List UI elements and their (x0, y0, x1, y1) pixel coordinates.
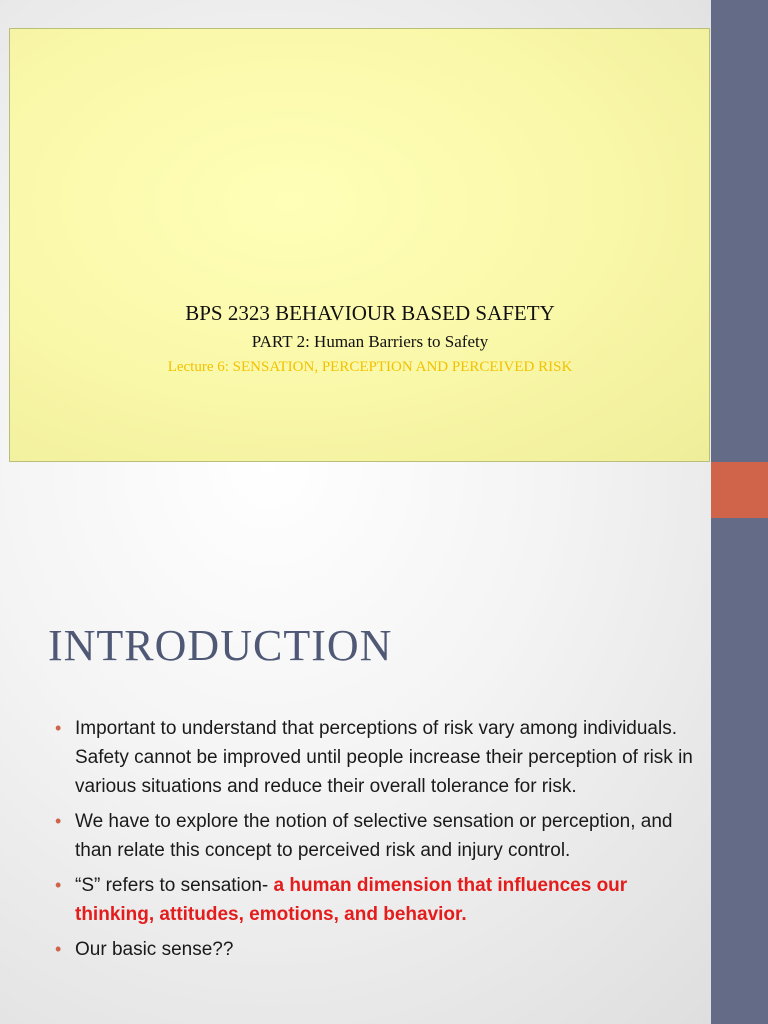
title-slide-box (9, 28, 710, 462)
list-item (55, 714, 705, 801)
list-item (55, 871, 705, 929)
bullet-icon: • (55, 939, 62, 959)
course-title: BPS 2323 BEHAVIOUR BASED SAFETY (185, 301, 555, 325)
bullet-text: Important to understand that perceptions of risk vary among individuals. Safety cannot be improved until people increase their perception of risk in various situations and reduce their overall tolerance for risk. (75, 718, 693, 797)
part-title: PART 2: Human Barriers to Safety (251, 332, 489, 351)
bullet-icon: • (55, 875, 62, 895)
sidebar-accent-block (711, 462, 768, 518)
bullet-text: We have to explore the notion of selective sensation or perception, and than relate this concept to perceived risk and injury control. (75, 811, 673, 861)
list-item (55, 807, 705, 865)
bullet-list (55, 714, 705, 970)
lecture-title: Lecture 6: SENSATION, PERCEPTION AND PERCEIVED RISK (167, 359, 573, 375)
bullet-icon: • (55, 811, 62, 831)
bullet-highlight-text: a human dimension that influences our thinking, attitudes, emotions, and behavior. (75, 875, 628, 925)
section-heading: INTRODUCTION (48, 621, 393, 670)
bullet-icon: • (55, 718, 62, 738)
list-item (55, 935, 705, 964)
bullet-text: “S” refers to sensation- (75, 875, 274, 896)
bullet-text: Our basic sense?? (75, 939, 234, 960)
